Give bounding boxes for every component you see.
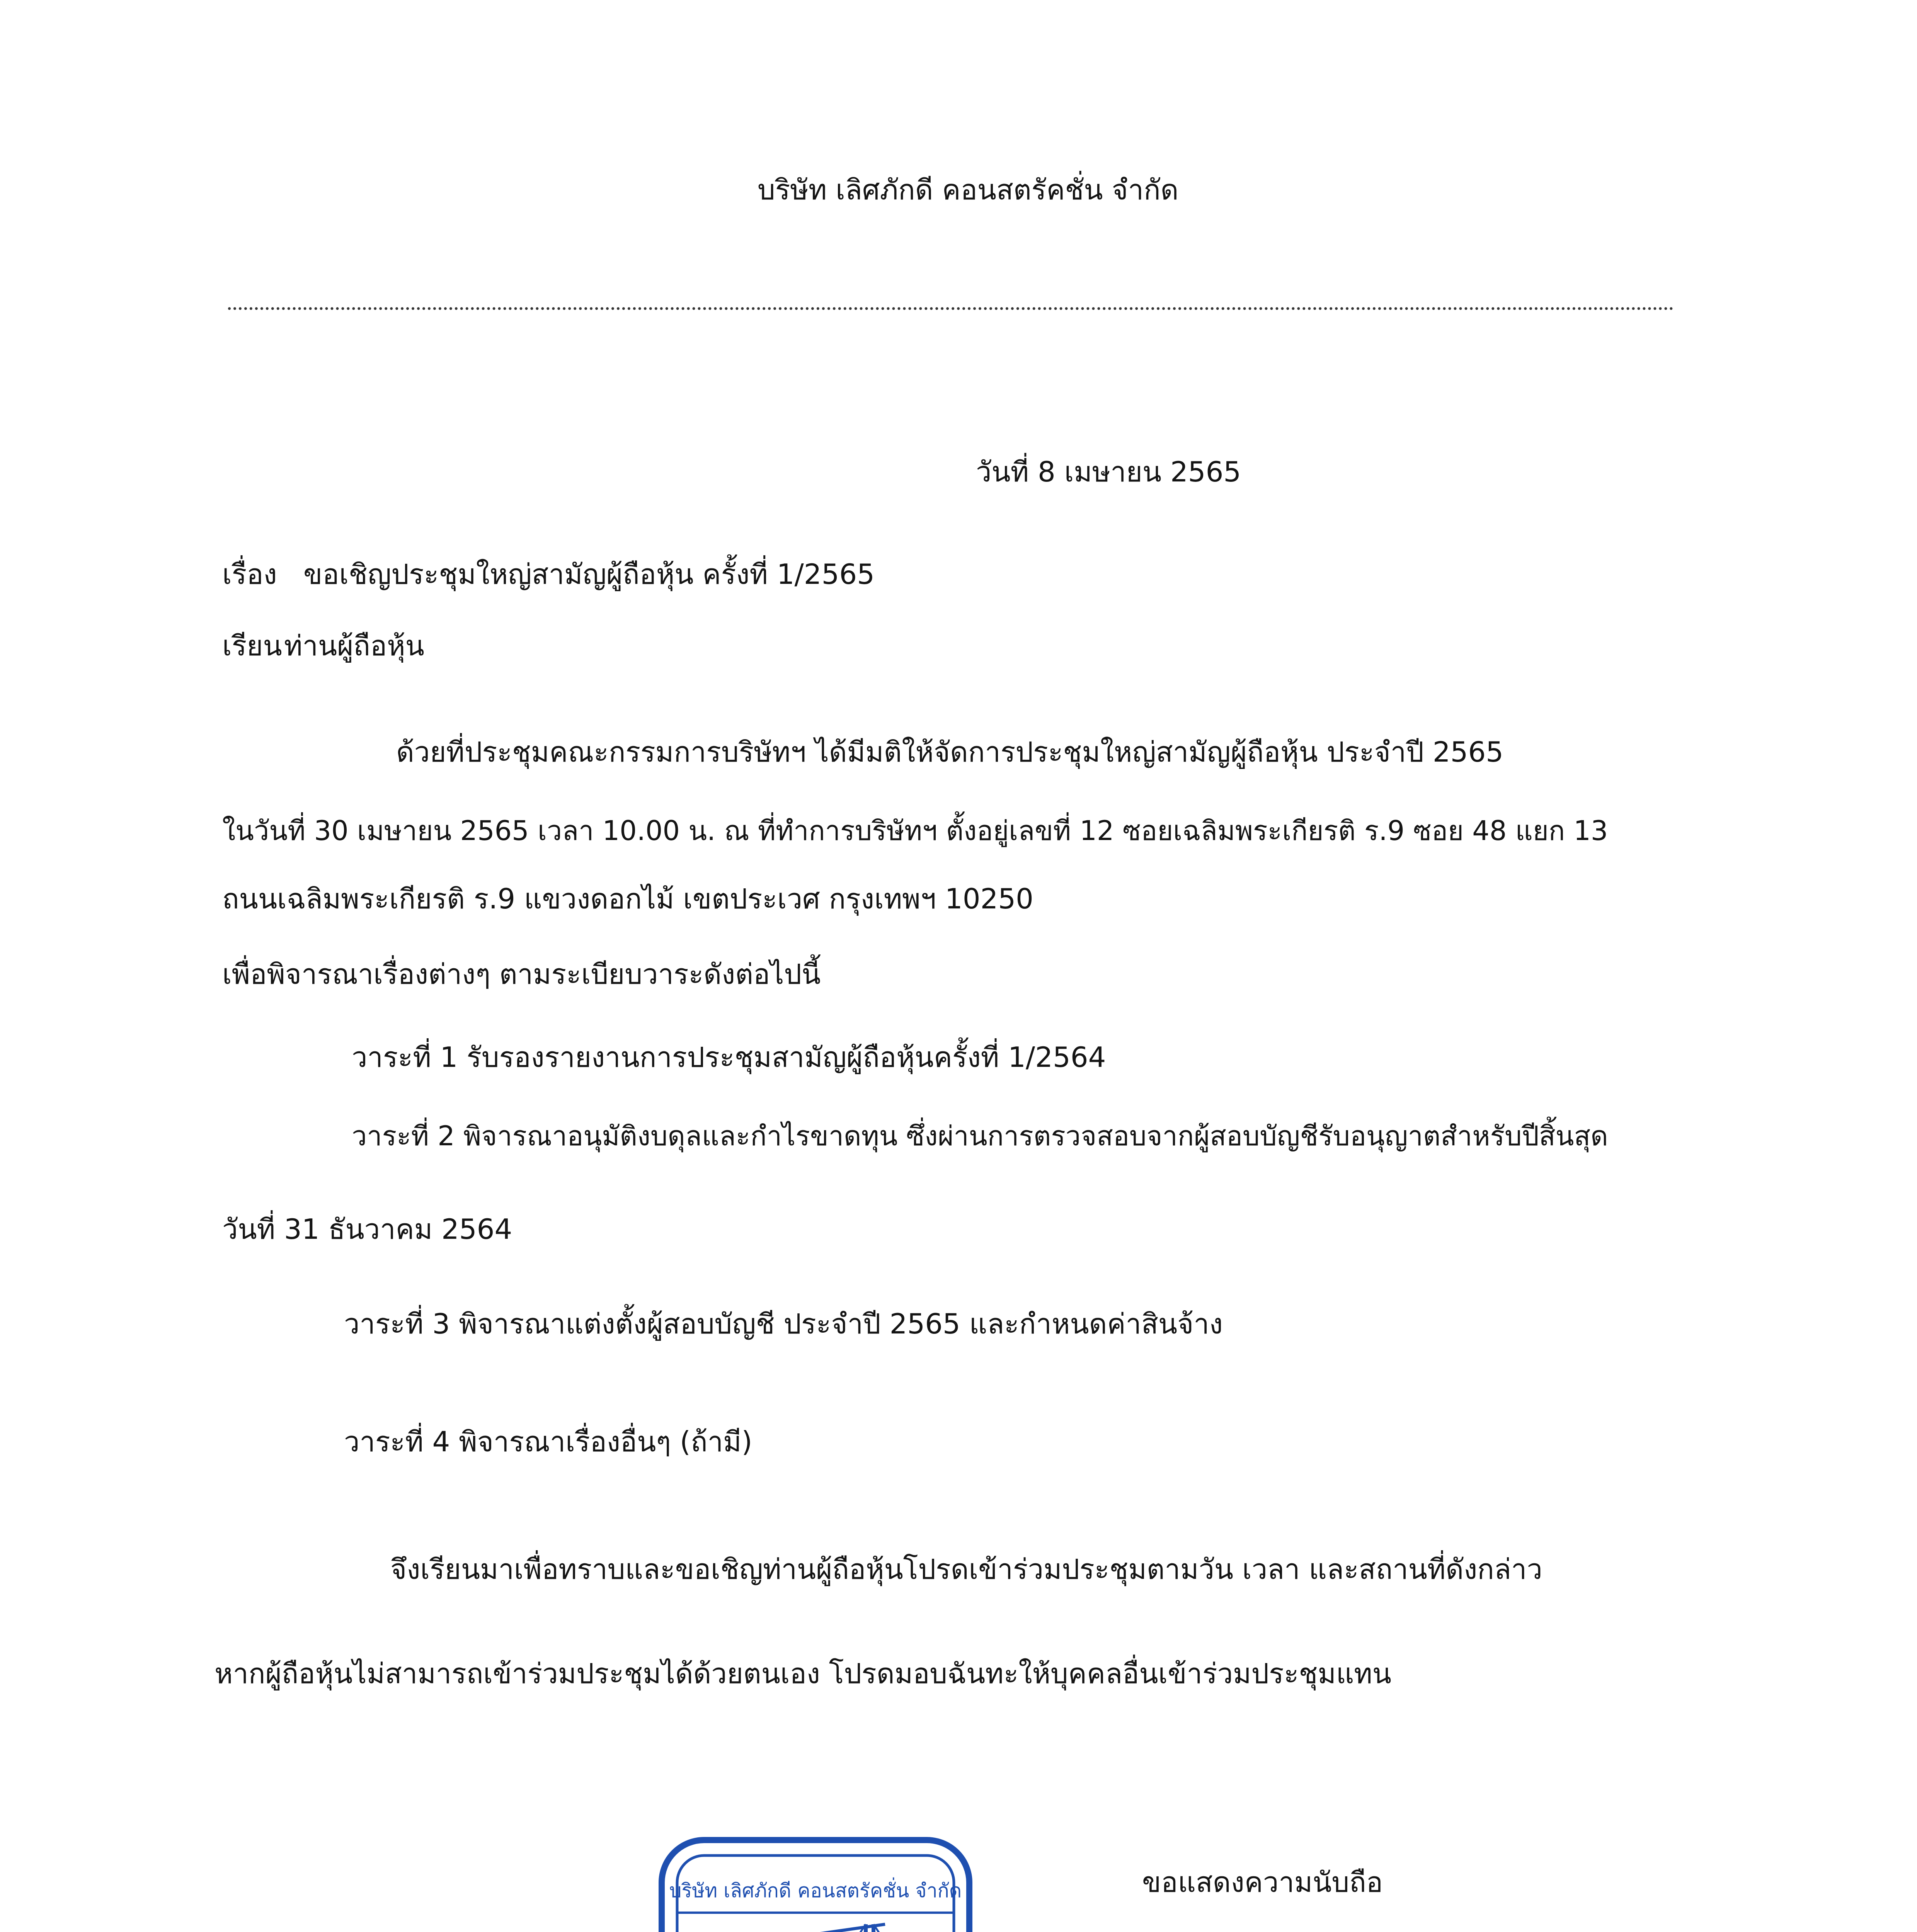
subject-text: ขอเชิญประชุมใหญ่สามัญผู้ถือหุ้น ครั้งที่ 1/2565 <box>303 558 875 590</box>
body-line-4: เพื่อพิจารณาเรื่องต่างๆ ตามระเบียบวาระดังต่อไปนี้ <box>222 958 821 990</box>
body-line-2: ในวันที่ 30 เมษายน 2565 เวลา 10.00 น. ณ ที่ทำการบริษัทฯ ตั้งอยู่เลขที่ 12 ซอยเฉลิมพระเกียรติ ร.9 ซอย 48 แยก 13 <box>222 815 1608 847</box>
agenda-item-2: วาระที่ 2 พิจารณาอนุมัติงบดุลและกำไรขาดทุน ซึ่งผ่านการตรวจสอบจากผู้สอบบัญชีรับอนุญาตสำหรับปีสิ้นสุด <box>352 1120 1608 1152</box>
closing-line-2: หากผู้ถือหุ้นไม่สามารถเข้าร่วมประชุมได้ด้วยตนเอง โปรดมอบฉันทะให้บุคคลอื่นเข้าร่วมประชุมแทน <box>215 1657 1391 1690</box>
letter-date: วันที่ 8 เมษายน 2565 <box>976 456 1241 488</box>
agenda-item-2-continuation: วันที่ 31 ธันวาคม 2564 <box>222 1213 512 1245</box>
company-stamp <box>657 1835 974 1932</box>
subject-line <box>222 560 875 588</box>
body-line-3: ถนนเฉลิมพระเกียรติ ร.9 แขวงดอกไม้ เขตประเวศ กรุงเทพฯ 10250 <box>222 883 1033 915</box>
header-dotted-rule <box>228 307 1674 310</box>
closing-line-1: จึงเรียนมาเพื่อทราบและขอเชิญท่านผู้ถือหุ้นโปรดเข้าร่วมประชุมตามวัน เวลา และสถานที่ดังกล่าว <box>390 1553 1542 1585</box>
agenda-item-4: วาระที่ 4 พิจารณาเรื่องอื่นๆ (ถ้ามี) <box>344 1425 752 1458</box>
construction-crane-building-icon <box>696 1924 935 1932</box>
subject-label: เรื่อง <box>222 558 277 590</box>
agenda-item-3: วาระที่ 3 พิจารณาแต่งตั้งผู้สอบบัญชี ประจำปี 2565 และกำหนดค่าสินจ้าง <box>344 1308 1223 1340</box>
stamp-top-text: บริษัท เลิศภักดี คอนสตรัคชั่น จำกัด <box>669 1879 962 1902</box>
company-header: บริษัท เลิศภักดี คอนสตรัคชั่น จำกัด <box>758 173 1179 206</box>
salutation-line <box>222 629 424 662</box>
closing-regards: ขอแสดงความนับถือ <box>1142 1866 1383 1898</box>
salutation-text: ท่านผู้ถือหุ้น <box>284 629 424 662</box>
agenda-item-1: วาระที่ 1 รับรองรายงานการประชุมสามัญผู้ถือหุ้นครั้งที่ 1/2564 <box>352 1041 1106 1073</box>
body-line-1: ด้วยที่ประชุมคณะกรรมการบริษัทฯ ได้มีมติให้จัดการประชุมใหญ่สามัญผู้ถือหุ้น ประจำปี 2565 <box>396 736 1504 768</box>
salutation-label: เรียน <box>222 629 282 662</box>
